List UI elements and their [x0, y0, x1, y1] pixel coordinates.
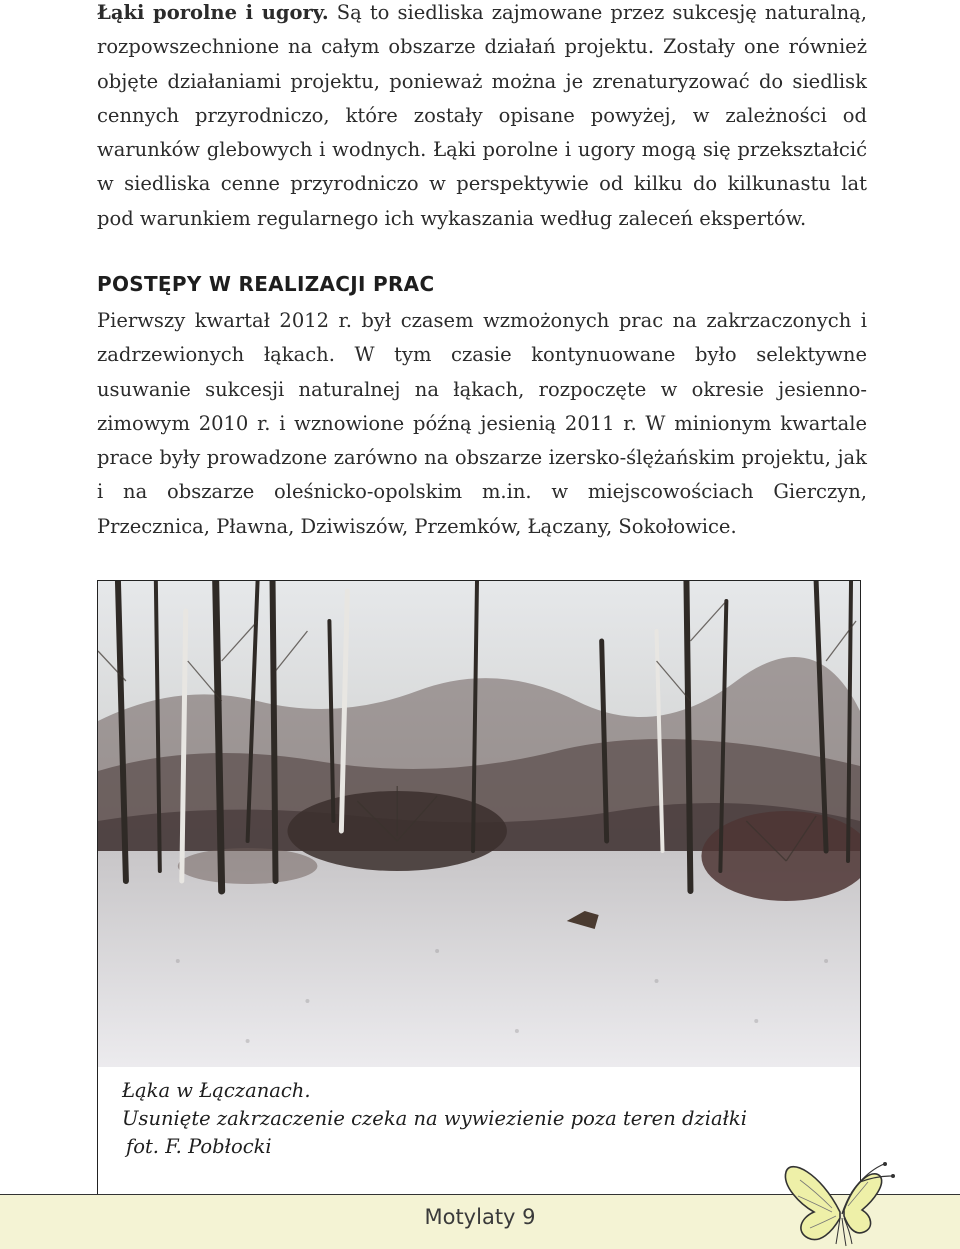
- section-heading: POSTĘPY W REALIZACJI PRAC: [97, 272, 435, 296]
- caption-text: Usunięte zakrzaczenie czeka na wywiezienie poza teren działki: [122, 1107, 747, 1130]
- caption-credit: fot. F. Pobłocki: [126, 1135, 272, 1158]
- paragraph-body: Są to siedliska zajmowane przez sukcesję naturalną, rozpowszechnione na całym obszarze działań projektu. Zostały one również objęte działaniami projektu, ponieważ można je zrenaturyzować do siedlisk cennych przyrodniczo, które zostały opisane powyżej, w zależności od warunków glebowych i wodnych. Łąki porolne i ugory mogą się przekształcić w siedliska cenne przyrodniczo w perspektywie od kilku do kilkunastu lat pod warunkiem regularnego ich wykaszania według zaleceń ekspertów.: [97, 1, 867, 230]
- progress-paragraph: Pierwszy kwartał 2012 r. był czasem wzmożonych prac na zakrzaczonych i zadrzewionych łąkach. W tym czasie kontynuowane było selektywne usuwanie sukcesji naturalnej na łąkach, rozpoczęte w okresie jesienno-zimowym 2010 r. i wznowione późną jesienią 2011 r. W minionym kwartale prace były prowadzone zarówno na obszarze izersko-ślężańskim projektu, jak i na obszarze oleśnicko-opolskim m.in. w miejscowościach Gierczyn, Przecznica, Pławna, Dziwiszów, Przemków, Łączany, Sokołowice.: [97, 309, 867, 538]
- photo-figure: [97, 580, 861, 1194]
- footer-page-label: Motylaty 9: [424, 1205, 536, 1229]
- forest-photo: [98, 581, 860, 1067]
- paragraph-lead: Łąki porolne i ugory.: [97, 1, 329, 24]
- photo-caption: [122, 1077, 747, 1161]
- intro-paragraph: [97, 0, 867, 236]
- caption-title: Łąka w Łączanach.: [122, 1079, 311, 1102]
- butterfly-icon: [780, 1152, 905, 1248]
